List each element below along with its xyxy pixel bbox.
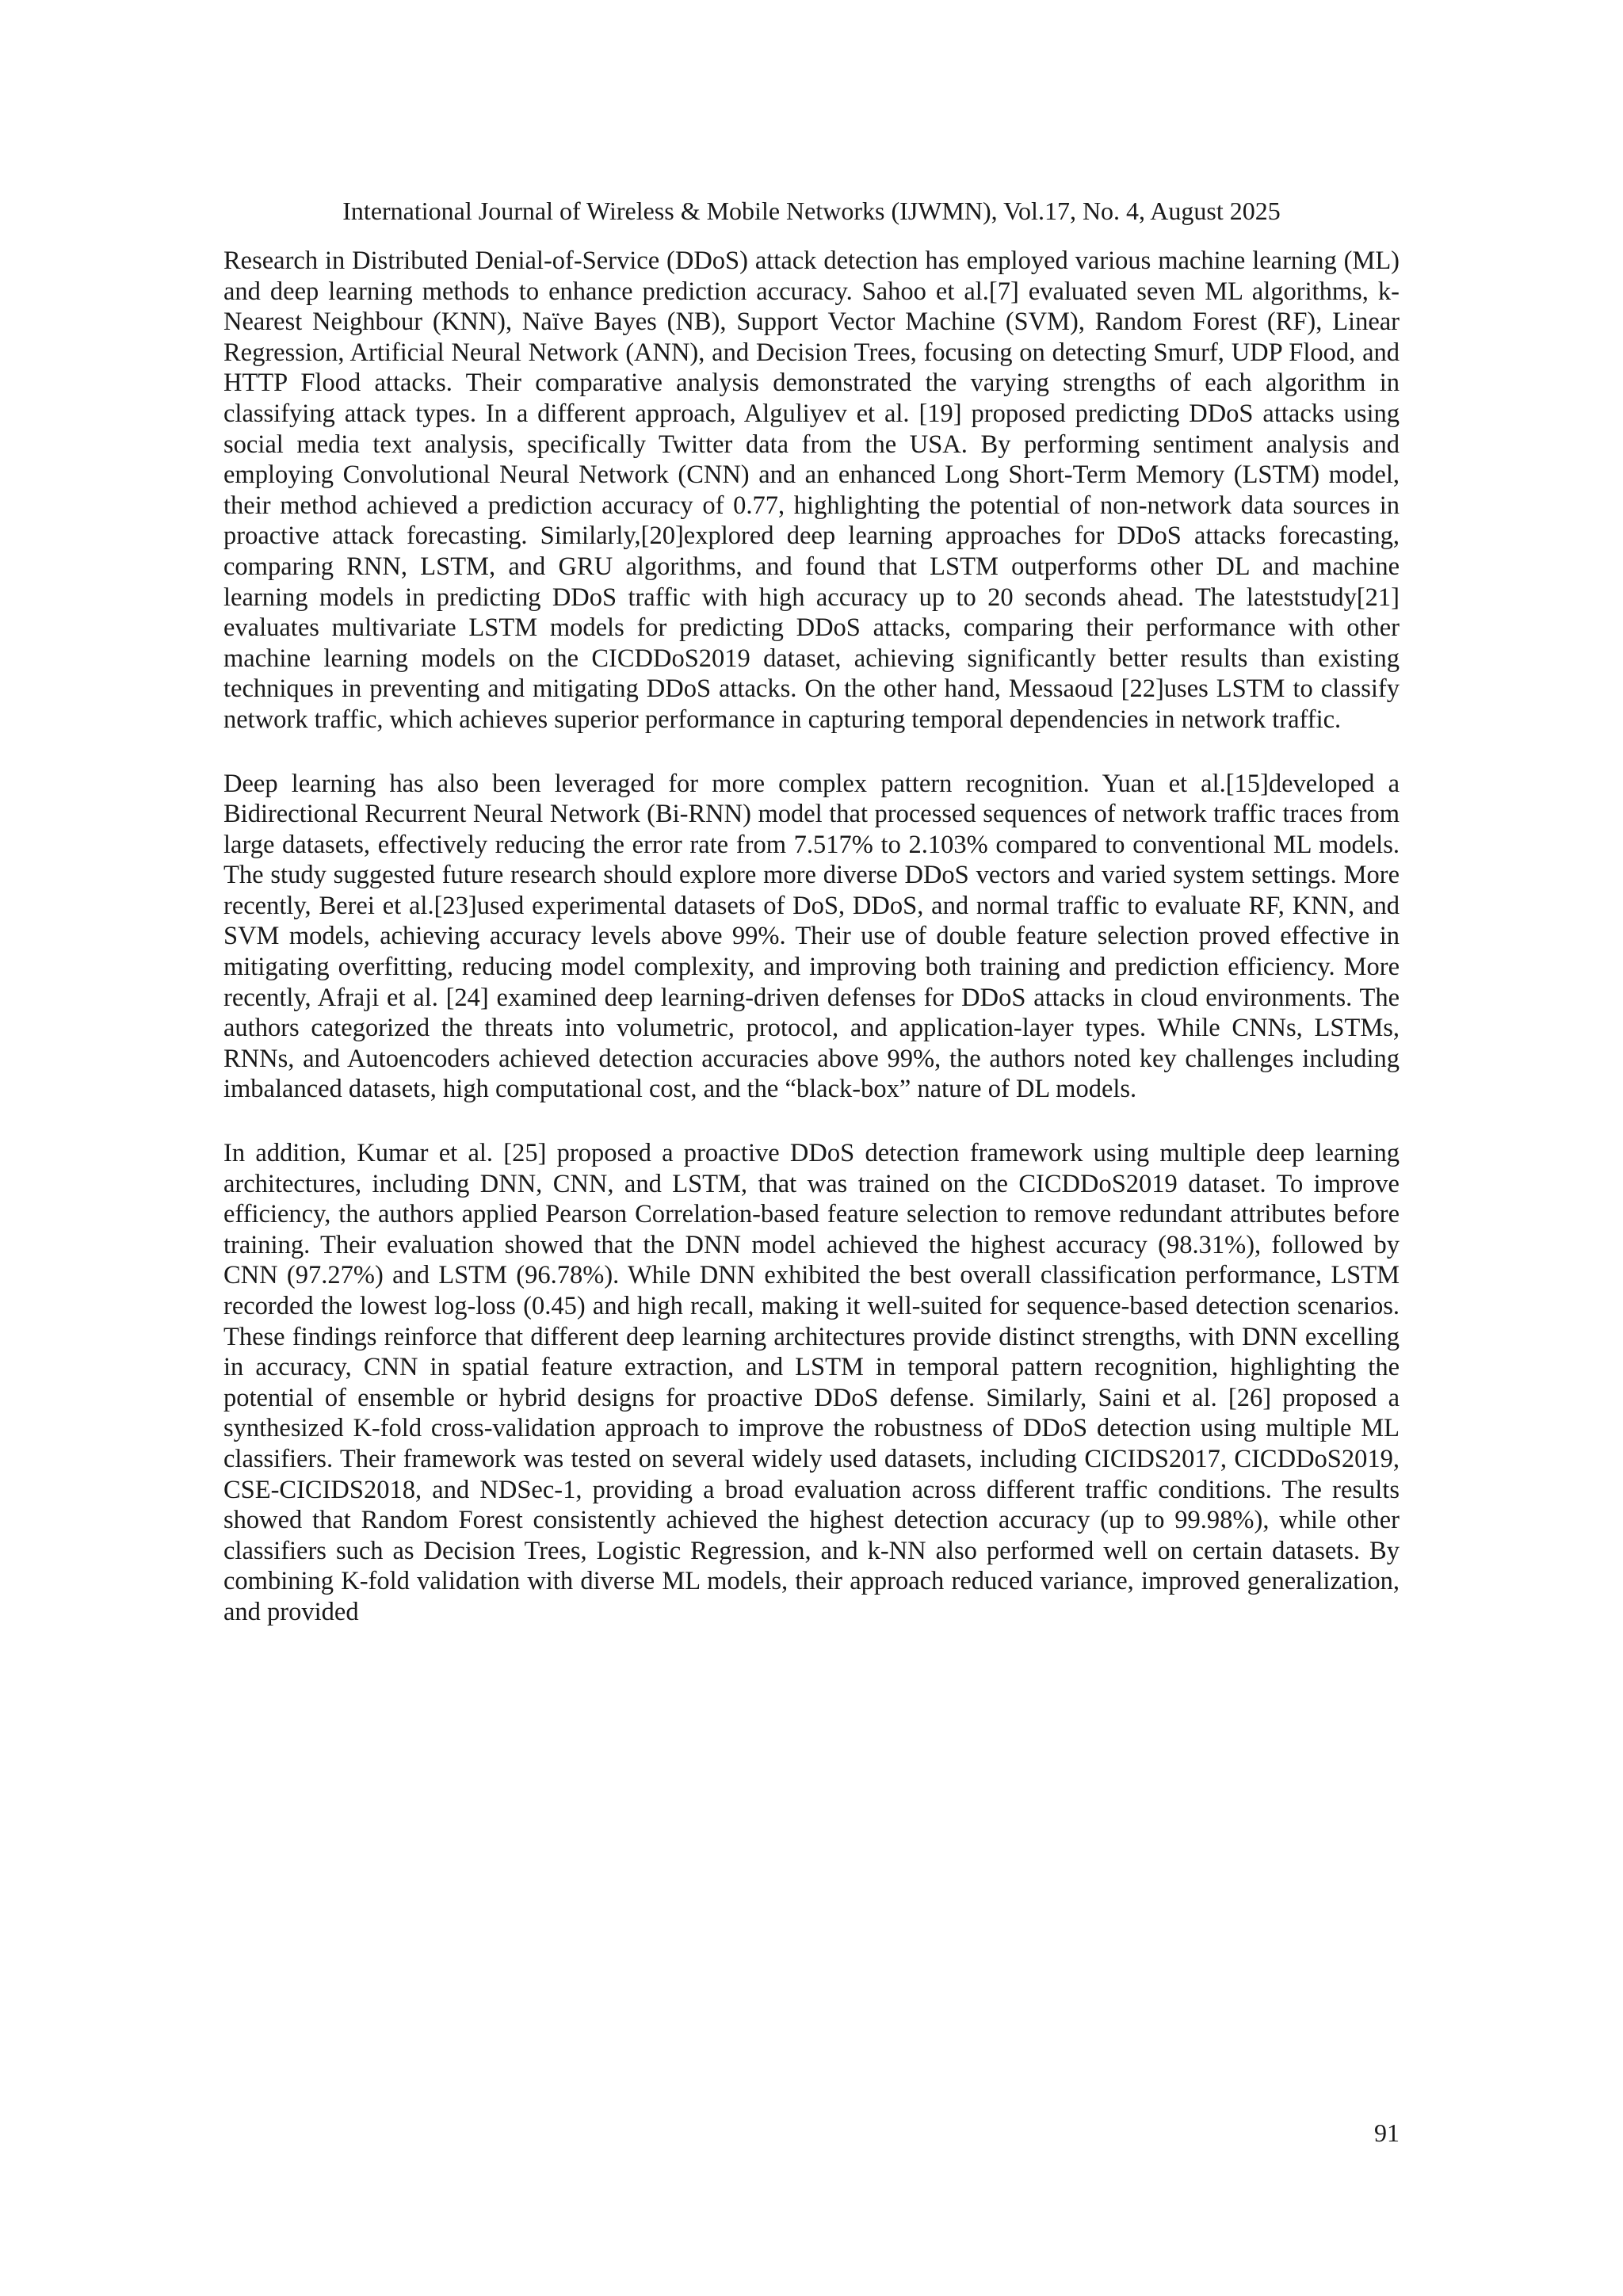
paragraph-proactive-detection-frameworks: In addition, Kumar et al. [25] proposed a proactive DDoS detection framework using multiple deep learning architectures, including DNN, CNN, and LSTM, that was trained on the CICDDoS2019 dataset. To improve efficiency, the authors applied Pearson Correlation-based feature selection to remove redundant attributes before training. Their evaluation showed that the DNN model achieved the highest accuracy (98.31%), followed by CNN (97.27%) and LSTM (96.78%). While DNN exhibited the best overall classification performance, LSTM recorded the lowest log-loss (0.45) and high recall, making it well-suited for sequence-based detection scenarios. These findings reinforce that different deep learning architectures provide distinct strengths, with DNN excelling in accuracy, CNN in spatial feature extraction, and LSTM in temporal pattern recognition, highlighting the potential of ensemble or hybrid designs for proactive DDoS defense. Similarly, Saini et al. [26] proposed a synthesized K-fold cross-validation approach to improve the robustness of DDoS detection using multiple ML classifiers. Their framework was tested on several widely used datasets, including CICIDS2017, CICDDoS2019, CSE-CICIDS2018, and NDSec-1, providing a broad evaluation across different traffic conditions. The results showed that Random Forest consistently achieved the highest detection accuracy (up to 99.98%), while other classifiers such as Decision Trees, Logistic Regression, and k-NN also performed well on certain datasets. By combining K-fold validation with diverse ML models, their approach reduced variance, improved generalization, and provided	[223, 1139, 1400, 1626]
page-number: 91	[1374, 2118, 1400, 2147]
paragraph-deep-learning-pattern-recognition: Deep learning has also been leveraged for more complex pattern recognition. Yuan et al.[15]developed a Bidirectional Recurrent Neural Network (Bi-RNN) model that processed sequences of network traffic traces from large datasets, effectively reducing the error rate from 7.517% to 2.103% compared to conventional ML models. The study suggested future research should explore more diverse DDoS vectors and varied system settings. More recently, Berei et al.[23]used experimental datasets of DoS, DDoS, and normal traffic to evaluate RF, KNN, and SVM models, achieving accuracy levels above 99%. Their use of double feature selection proved effective in mitigating overfitting, reducing model complexity, and improving both training and prediction efficiency. More recently, Afraji et al. [24] examined deep learning-driven defenses for DDoS attacks in cloud environments. The authors categorized the threats into volumetric, protocol, and application-layer types. While CNNs, LSTMs, RNNs, and Autoencoders achieved detection accuracies above 99%, the authors noted key challenges including imbalanced datasets, high computational cost, and the “black-box” nature of DL models.	[223, 769, 1400, 1104]
body-text	[223, 246, 1400, 1661]
paragraph-ddos-ml-research: Research in Distributed Denial-of-Service (DDoS) attack detection has employed various machine learning (ML) and deep learning methods to enhance prediction accuracy. Sahoo et al.[7] evaluated seven ML algorithms, k-Nearest Neighbour (KNN), Naïve Bayes (NB), Support Vector Machine (SVM), Random Forest (RF), Linear Regression, Artificial Neural Network (ANN), and Decision Trees, focusing on detecting Smurf, UDP Flood, and HTTP Flood attacks. Their comparative analysis demonstrated the varying strengths of each algorithm in classifying attack types. In a different approach, Alguliyev et al. [19] proposed predicting DDoS attacks using social media text analysis, specifically Twitter data from the USA. By performing sentiment analysis and employing Convolutional Neural Network (CNN) and an enhanced Long Short-Term Memory (LSTM) model, their method achieved a prediction accuracy of 0.77, highlighting the potential of non-network data sources in proactive attack forecasting. Similarly,[20]explored deep learning approaches for DDoS attacks forecasting, comparing RNN, LSTM, and GRU algorithms, and found that LSTM outperforms other DL and machine learning models in predicting DDoS traffic with high accuracy up to 20 seconds ahead. The lateststudy[21] evaluates multivariate LSTM models for predicting DDoS attacks, comparing their performance with other machine learning models on the CICDDoS2019 dataset, achieving significantly better results than existing techniques in preventing and mitigating DDoS attacks. On the other hand, Messaoud [22]uses LSTM to classify network traffic, which achieves superior performance in capturing temporal dependencies in network traffic.	[223, 246, 1400, 734]
running-header: International Journal of Wireless & Mobile Networks (IJWMN), Vol.17, No. 4, August 2025	[342, 197, 1281, 225]
